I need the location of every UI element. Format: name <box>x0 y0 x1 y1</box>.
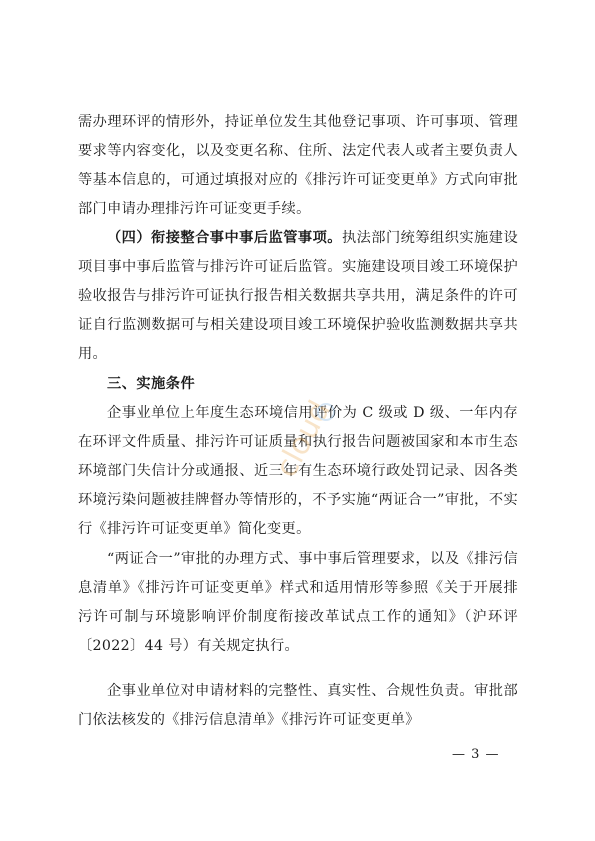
section-four-body: 执法部门统筹组织实施建设项目事中事后监管与排污许可证后监管。实施建设项目竣工环境保护验收报告与排污许可证执行报告相关数据共享共用，满足条件的许可证自行监测数据可与相关建设项目竣工环境保护验收监测数据共享共用。 <box>78 230 518 362</box>
section-four-heading: （四）衔接整合事中事后监管事项。 <box>107 230 342 246</box>
section-four-paragraph <box>78 224 518 369</box>
page-number: — 3 — <box>452 747 500 762</box>
paragraph-continuation: 需办理环评的情形外，持证单位发生其他登记事项、许可事项、管理要求等内容变化，以及变更名称、住所、法定代表人或者主要负责人等基本信息的，可通过填报对应的《排污许可证变更单》方式向审批部门申请办理排污许可证变更手续。 <box>78 114 518 217</box>
reference-paragraph: “两证合一”审批的办理方式、事中事后管理要求，以及《排污信息清单》《排污许可证变更单》样式和适用情形等参照《关于开展排污许可制与环境影响评价制度衔接改革试点工作的通知》（沪环评〔2022〕44 号）有关规定执行。 <box>78 551 518 654</box>
conditions-paragraph: 企事业单位上年度生态环境信用评价为 C 级或 D 级、一年内存在环评文件质量、排污许可证质量和执行报告问题被国家和本市生态环境部门失信计分或通报、近三年有生态环境行政处罚记录、因各类环境污染问题被挂牌督办等情形的，不予实施“两证合一”审批，不实行《排污许可证变更单》简化变更。 <box>78 405 518 537</box>
section-three-heading: 三、实施条件 <box>107 376 196 392</box>
watermark-logo <box>256 384 356 494</box>
responsibility-paragraph: 企事业单位对申请材料的完整性、真实性、合规性负责。审批部门依法核发的《排污信息清单》《排污许可证变更单》 <box>78 683 518 728</box>
watermark-text: cloud <box>268 394 338 484</box>
